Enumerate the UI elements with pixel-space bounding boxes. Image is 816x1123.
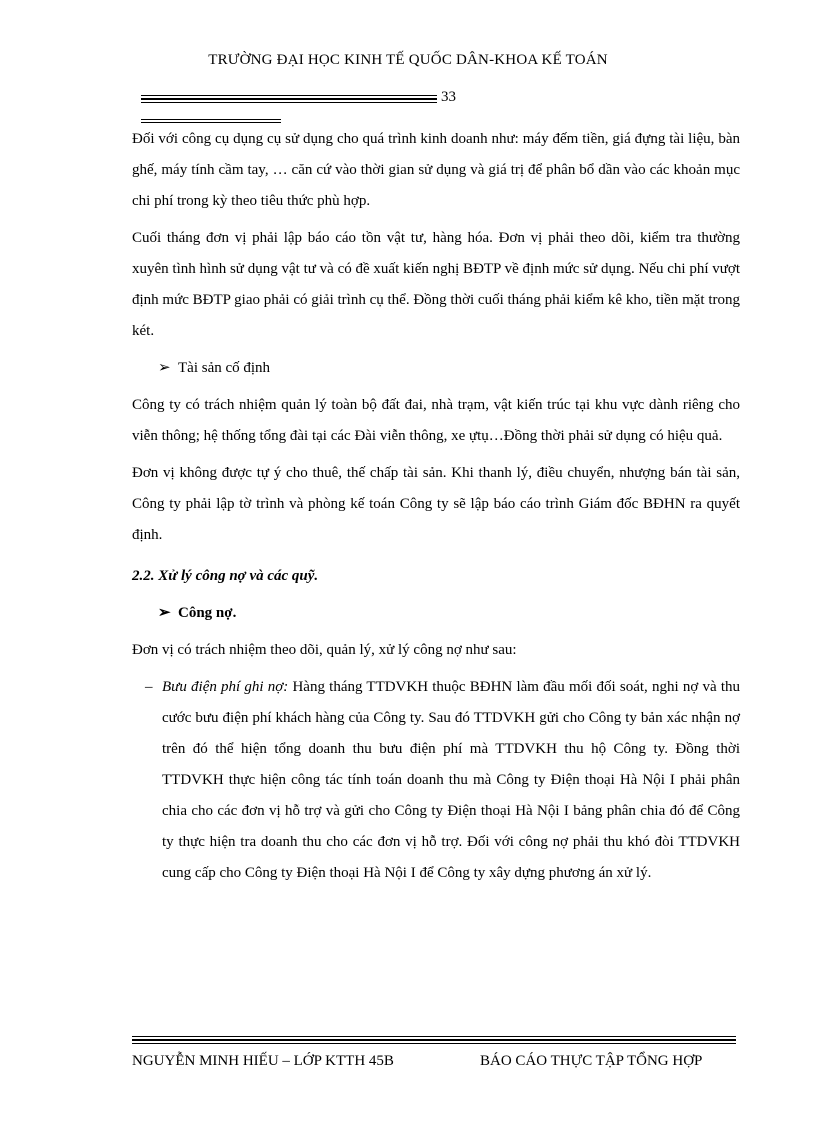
dash-item-text: Hàng tháng TTDVKH thuộc BĐHN làm đầu mối đối soát, nghi nợ và thu cước bưu điện phí khách hàng của Công ty. Sau đó TTDVKH gửi cho Công ty bản xác nhận nợ trên đó thể hiện tổng doanh thu bưu điện phí mà TTDVKH thu hộ Công ty. Đồng thời TTDVKH thực hiện công tác tính toán doanh thu mà Công ty Điện thoại Hà Nội I phải phân chia cho các đơn vị hỗ trợ và gửi cho Công ty Điện thoại Hà Nội I bảng phân chia đó để Công ty thực hiện tra doanh thu cho các đơn vị hỗ trợ. Đối với công nợ phải thu khó đòi TTDVKH cung cấp cho Công ty Điện thoại Hà Nội I để Công ty xây dựng phương án xử lý. bbox=[162, 679, 740, 881]
header-rule-short bbox=[141, 119, 281, 123]
footer-report-title: BÁO CÁO THỰC TẬP TỔNG HỢP bbox=[480, 1053, 703, 1069]
header-rule bbox=[141, 95, 437, 103]
arrow-bullet-icon: ➢ bbox=[158, 605, 171, 621]
document-body bbox=[132, 124, 740, 889]
page-header-title: TRƯỜNG ĐẠI HỌC KINH TẾ QUỐC DÂN-KHOA KẾ TOÁN bbox=[208, 52, 608, 68]
dash-list-item bbox=[132, 672, 740, 889]
paragraph-tools: Đối với công cụ dụng cụ sử dụng cho quá trình kinh doanh như: máy đếm tiền, giá đựng tài liệu, bàn ghế, máy tính cầm tay, … căn cứ vào thời gian sử dụng và giá trị để phân bổ dần vào các khoản mục chi phí trong kỳ theo tiêu thức phù hợp. bbox=[132, 131, 740, 209]
footer-author: NGUYỄN MINH HIẾU – LỚP KTTH 45B bbox=[132, 1053, 394, 1069]
paragraph-asset-management: Công ty có trách nhiệm quản lý toàn bộ đất đai, nhà trạm, vật kiến trúc tại khu vực dành riêng cho viễn thông; hệ thống tổng đài tại các Đài viễn thông, xe ựtụ…Đồng thời phải sử dụng có hiệu quả. bbox=[132, 397, 740, 444]
bullet-debts bbox=[132, 598, 740, 629]
bullet-debts-label: Công nợ. bbox=[178, 605, 237, 621]
section-heading: 2.2. Xử lý công nợ và các quỹ. bbox=[132, 568, 319, 584]
arrow-bullet-icon: ➢ bbox=[158, 360, 171, 376]
page-number: 33 bbox=[441, 89, 456, 105]
bullet-fixed-assets-label: Tài sản cố định bbox=[178, 360, 271, 376]
dash-bullet-icon: – bbox=[145, 679, 153, 695]
bullet-fixed-assets bbox=[132, 353, 740, 384]
paragraph-debt-intro: Đơn vị có trách nhiệm theo dõi, quản lý, xử lý công nợ như sau: bbox=[132, 642, 517, 658]
footer-rule bbox=[132, 1036, 736, 1044]
dash-item-title: Bưu điện phí ghi nợ: bbox=[162, 679, 289, 695]
paragraph-asset-disposal: Đơn vị không được tự ý cho thuê, thế chấp tài sản. Khi thanh lý, điều chuyển, nhượng bán tài sản, Công ty phải lập tờ trình và phòng kế toán Công ty sẽ lập báo cáo trình Giám đốc BĐHN ra quyết định. bbox=[132, 465, 740, 543]
paragraph-inventory-report: Cuối tháng đơn vị phải lập báo cáo tồn vật tư, hàng hóa. Đơn vị phải theo dõi, kiểm tra thường xuyên tình hình sử dụng vật tư và có đề xuất kiến nghị BĐTP về định mức sử dụng. Nếu chi phí vượt định mức BĐTP giao phải có giải trình cụ thể. Đồng thời cuối tháng phải kiểm kê kho, tiền mặt trong két. bbox=[132, 230, 740, 339]
